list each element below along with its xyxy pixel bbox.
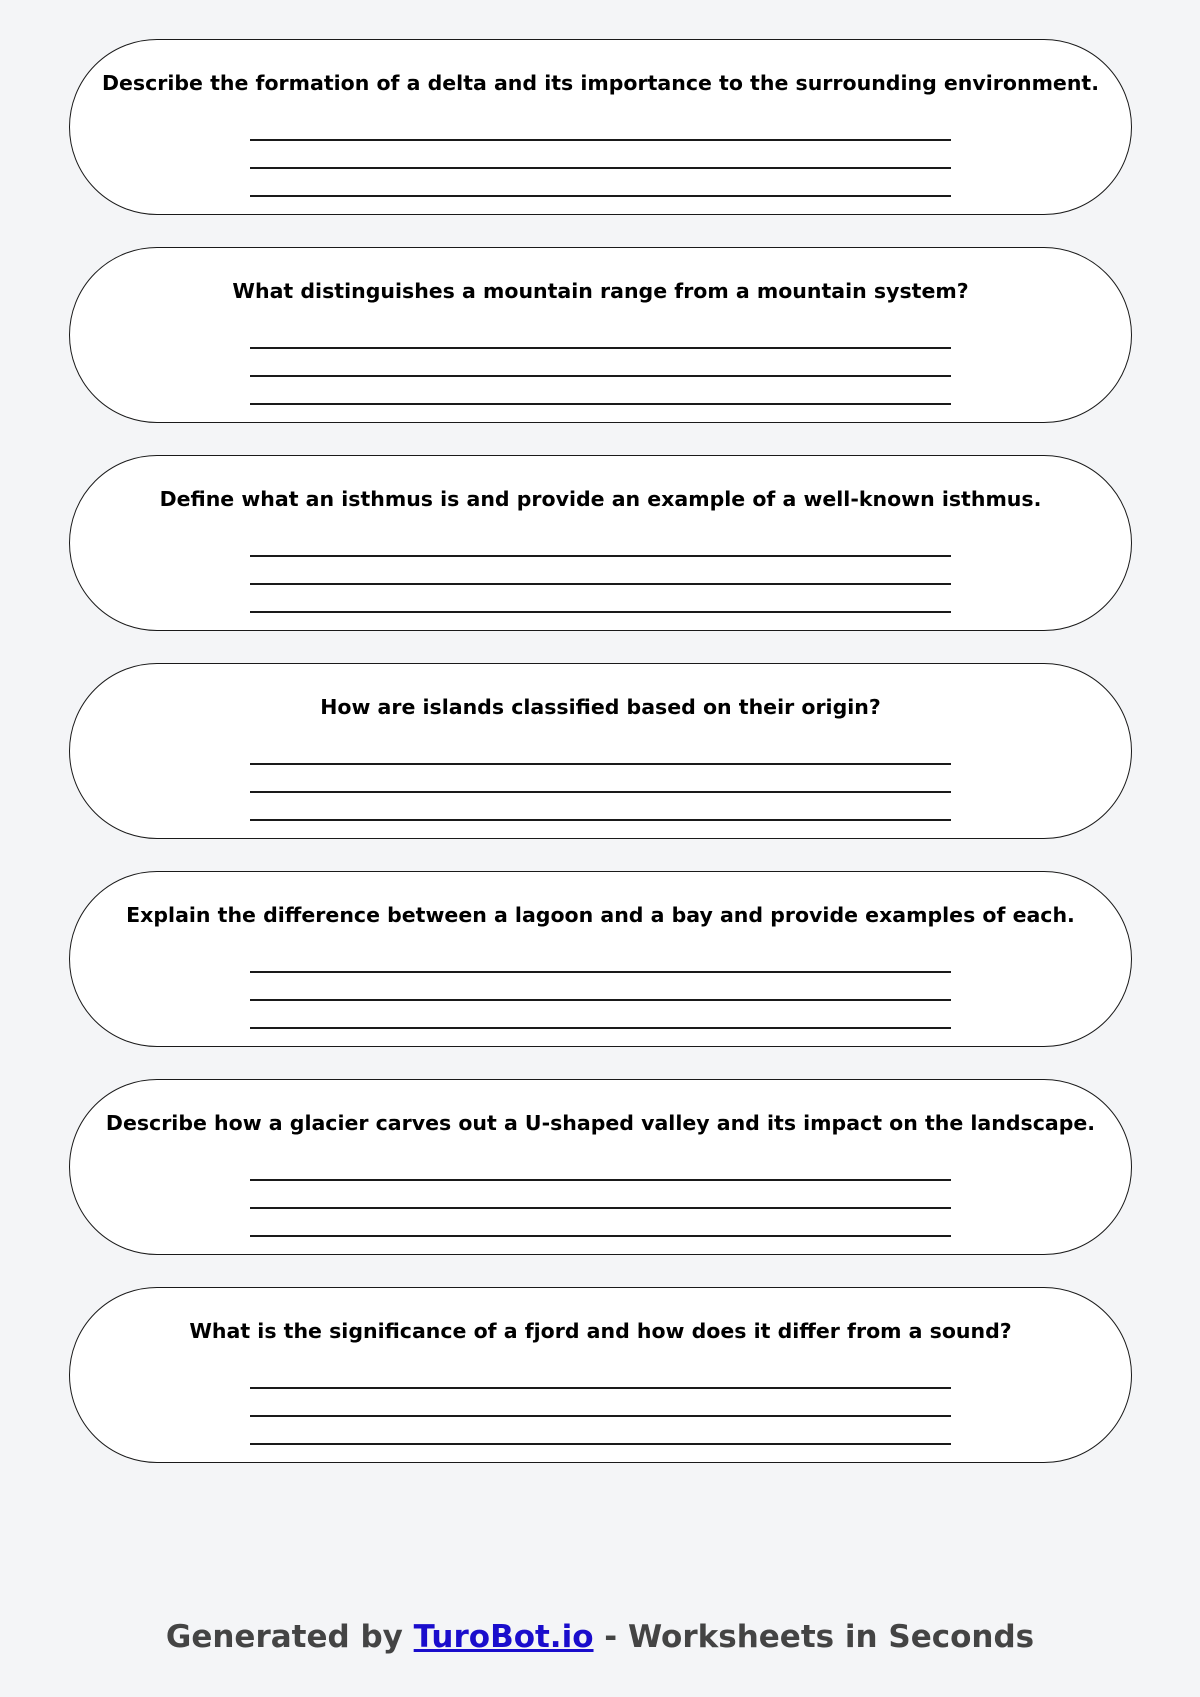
turobot-link[interactable]: TuroBot.io [413,1619,594,1655]
question-card [69,247,1132,423]
footer-prefix: Generated by [165,1619,414,1655]
question-card [69,39,1132,215]
question-text: Define what an isthmus is and provide an example of a well-known isthmus. [159,487,1042,511]
answer-line [250,1027,951,1029]
answer-line [250,375,951,377]
question-text: What distinguishes a mountain range from a mountain system? [232,279,969,303]
answer-line [250,999,951,1001]
question-card [69,455,1132,631]
question-card [69,663,1132,839]
answer-line [250,1415,951,1417]
answer-line [250,403,951,405]
question-text: What is the significance of a fjord and how does it differ from a sound? [189,1319,1012,1343]
footer-suffix: - Worksheets in Seconds [593,1619,1035,1655]
answer-line [250,791,951,793]
answer-line [250,763,951,765]
question-text: Explain the difference between a lagoon and a bay and provide examples of each. [126,903,1075,927]
answer-line [250,139,951,141]
question-card [69,871,1132,1047]
answer-line [250,167,951,169]
answer-line [250,347,951,349]
question-card [69,1079,1132,1255]
answer-line [250,1207,951,1209]
answer-line [250,583,951,585]
answer-line [250,819,951,821]
answer-line [250,1235,951,1237]
answer-line [250,195,951,197]
answer-line [250,1443,951,1445]
question-text: Describe the formation of a delta and its importance to the surrounding environment. [101,71,1100,95]
answer-line [250,1387,951,1389]
question-card [69,1287,1132,1463]
question-text: How are islands classified based on their origin? [320,695,881,719]
question-list [69,39,1132,1495]
answer-line [250,1179,951,1181]
answer-line [250,555,951,557]
answer-line [250,611,951,613]
answer-line [250,971,951,973]
footer [0,1619,1200,1655]
question-text: Describe how a glacier carves out a U-shaped valley and its impact on the landscape. [105,1111,1096,1135]
